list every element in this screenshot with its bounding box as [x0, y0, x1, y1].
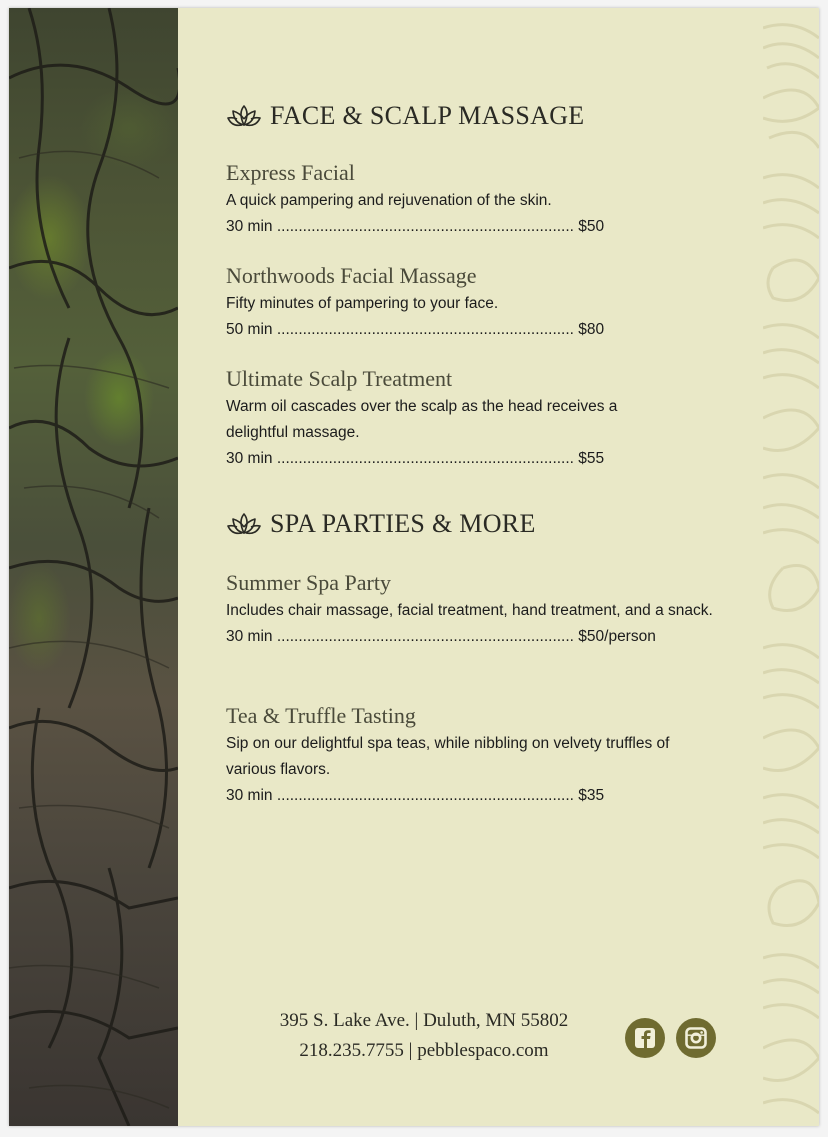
lotus-icon [226, 103, 262, 129]
item-duration-price: 50 min ..................................................................... $80 [226, 321, 605, 338]
menu-item [226, 703, 716, 809]
item-name: Express Facial [226, 160, 355, 185]
menu-item [226, 263, 726, 343]
address-text: 395 S. Lake Ave. | Duluth, MN 55802 [279, 1010, 569, 1031]
item-duration-price: 30 min ..................................................................... $50/person [226, 628, 656, 645]
section-title: SPA PARTIES & MORE [270, 509, 536, 538]
item-duration-price: 30 min ..................................................................... $55 [226, 450, 605, 467]
item-name: Ultimate Scalp Treatment [226, 366, 453, 391]
menu-item [226, 160, 726, 240]
decorative-pattern [763, 8, 819, 1126]
bark-photo [9, 8, 178, 1126]
instagram-button[interactable] [676, 1018, 716, 1058]
item-name: Summer Spa Party [226, 570, 391, 595]
contact-footer [224, 1006, 624, 1066]
instagram-icon [676, 1018, 716, 1058]
section-heading-spa-parties [226, 509, 536, 539]
section-title: FACE & SCALP MASSAGE [270, 101, 585, 130]
facebook-icon [625, 1018, 665, 1058]
spa-menu-page [9, 8, 819, 1126]
item-description: Includes chair massage, facial treatment, hand treatment, and a snack. [226, 602, 713, 619]
item-duration-price: 30 min ..................................................................... $50 [226, 218, 605, 235]
menu-item [226, 366, 666, 472]
item-name: Northwoods Facial Massage [226, 263, 477, 288]
item-description: Fifty minutes of pampering to your face. [226, 295, 499, 312]
contact-text: 218.235.7755 | pebblespaco.com [299, 1040, 549, 1061]
section-heading-face-scalp [226, 101, 584, 131]
item-duration-price: 30 min ..................................................................... $35 [226, 787, 605, 804]
facebook-button[interactable] [625, 1018, 665, 1058]
item-description: Sip on our delightful spa teas, while nibbling on velvety truffles of various flavors. [226, 735, 670, 778]
item-name: Tea & Truffle Tasting [226, 703, 416, 728]
menu-item [226, 570, 716, 650]
lotus-icon [226, 511, 262, 537]
item-description: A quick pampering and rejuvenation of the skin. [226, 192, 552, 209]
item-description: Warm oil cascades over the scalp as the head receives a delightful massage. [226, 398, 618, 441]
